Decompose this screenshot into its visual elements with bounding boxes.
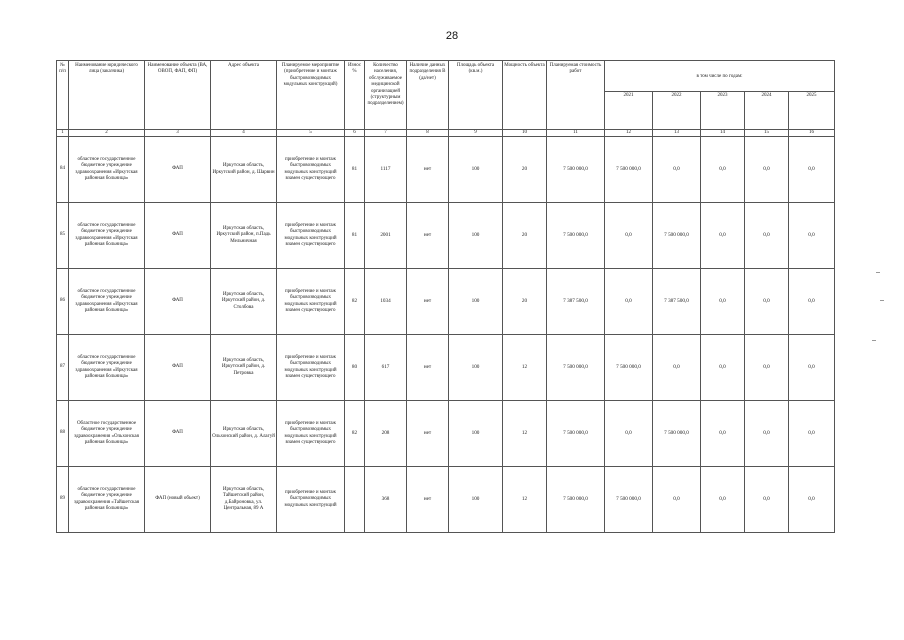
availability-cell: нет (407, 269, 449, 335)
population-cell: 208 (365, 401, 407, 467)
row-number: 88 (57, 401, 69, 467)
table-row (57, 137, 835, 203)
area-cell: 100 (449, 269, 503, 335)
table-body (57, 61, 835, 533)
scan-mark (872, 340, 876, 341)
measure-cell: приобретение и монтаж быстровозводимых модульных конструкций взамен существующего (277, 203, 345, 269)
year-2023-cell: 0,0 (701, 335, 745, 401)
header-cell-capacity: Мощность объекта (503, 61, 547, 130)
row-number: 84 (57, 137, 69, 203)
year-2023-cell: 0,0 (701, 269, 745, 335)
population-cell: 368 (365, 467, 407, 533)
column-number: 3 (145, 130, 211, 137)
header-cell-wear: Износ % (345, 61, 365, 130)
header-cell-by-years: в том числе по годам: (605, 61, 835, 92)
year-2021-cell: 7 500 000,0 (605, 467, 653, 533)
header-cell-cost: Планируемая стоимость работ (547, 61, 605, 130)
year-2023-cell: 0,0 (701, 401, 745, 467)
cost-cell: 7 500 000,0 (547, 137, 605, 203)
cost-cell: 7 387 500,0 (547, 269, 605, 335)
population-cell: 2001 (365, 203, 407, 269)
column-number: 2 (69, 130, 145, 137)
population-cell: 1034 (365, 269, 407, 335)
area-cell: 100 (449, 137, 503, 203)
measure-cell: приобретение и монтаж быстровозводимых модульных конструкций взамен существующего (277, 335, 345, 401)
year-2021-cell: 7 500 000,0 (605, 137, 653, 203)
availability-cell: нет (407, 335, 449, 401)
column-number-row (57, 130, 835, 137)
availability-cell: нет (407, 401, 449, 467)
column-number: 13 (653, 130, 701, 137)
capacity-cell: 20 (503, 203, 547, 269)
year-2024-cell: 0,0 (745, 269, 789, 335)
row-number: 85 (57, 203, 69, 269)
year-2025-cell: 0,0 (789, 203, 835, 269)
capacity-cell: 20 (503, 137, 547, 203)
year-2022-cell: 7 387 500,0 (653, 269, 701, 335)
wear-cell: 82 (345, 401, 365, 467)
address-cell: Иркутская область, Иркутский район, д. Петровка (211, 335, 277, 401)
organization-cell: областное государственное бюджетное учреждение здравоохранения «Иркутская районная больница» (69, 269, 145, 335)
capacity-cell: 12 (503, 401, 547, 467)
header-cell-area: Площадь объекта (кв.м.) (449, 61, 503, 130)
wear-cell (345, 467, 365, 533)
header-cell-year: 2021 (605, 92, 653, 130)
object-cell: ФАП (145, 269, 211, 335)
year-2022-cell: 0,0 (653, 335, 701, 401)
column-number: 4 (211, 130, 277, 137)
capacity-cell: 12 (503, 335, 547, 401)
year-2025-cell: 0,0 (789, 137, 835, 203)
table-row (57, 269, 835, 335)
scan-mark (876, 272, 880, 273)
column-number: 15 (745, 130, 789, 137)
area-cell: 100 (449, 203, 503, 269)
header-cell-year: 2022 (653, 92, 701, 130)
organization-cell: областное государственное бюджетное учреждение здравоохранения «Иркутская районная больница» (69, 137, 145, 203)
year-2024-cell: 0,0 (745, 467, 789, 533)
header-cell-year: 2025 (789, 92, 835, 130)
measure-cell: приобретение и монтаж быстровозводимых модульных конструкций взамен существующего (277, 269, 345, 335)
year-2022-cell: 0,0 (653, 137, 701, 203)
object-cell: ФАП (145, 203, 211, 269)
organization-cell: Областное государственное бюджетное учреждение здравоохранения «Ольхонская районная больница» (69, 401, 145, 467)
organization-cell: областное государственное бюджетное учреждение здравоохранения «Тайшетская районная больница» (69, 467, 145, 533)
object-cell: ФАП (новый объект) (145, 467, 211, 533)
header-cell-organization: Наименование юридического лица (заказчика) (69, 61, 145, 130)
object-cell: ФАП (145, 401, 211, 467)
table-row (57, 335, 835, 401)
availability-cell: нет (407, 203, 449, 269)
column-number: 5 (277, 130, 345, 137)
header-cell-measure: Планируемое мероприятие (приобретение и монтаж быстровозводимых модульных конструкций) (277, 61, 345, 130)
column-number: 12 (605, 130, 653, 137)
availability-cell: нет (407, 137, 449, 203)
scan-mark (880, 300, 884, 301)
year-2025-cell: 0,0 (789, 269, 835, 335)
measure-cell: приобретение и монтаж быстровозводимых модульных конструкций (277, 467, 345, 533)
object-cell: ФАП (145, 335, 211, 401)
table-row (57, 203, 835, 269)
column-number: 16 (789, 130, 835, 137)
capacity-cell: 20 (503, 269, 547, 335)
measure-cell: приобретение и монтаж быстровозводимых модульных конструкций взамен существующего (277, 137, 345, 203)
row-number: 89 (57, 467, 69, 533)
population-cell: 617 (365, 335, 407, 401)
column-number: 9 (449, 130, 503, 137)
column-number: 10 (503, 130, 547, 137)
organization-cell: областное государственное бюджетное учреждение здравоохранения «Иркутская районная больница» (69, 335, 145, 401)
table-row (57, 401, 835, 467)
header-cell-population: Количество населения, обслуживаемое медицинской организацией (структурным подразделением) (365, 61, 407, 130)
population-cell: 1117 (365, 137, 407, 203)
organization-cell: областное государственное бюджетное учреждение здравоохранения «Иркутская районная больница» (69, 203, 145, 269)
measure-cell: приобретение и монтаж быстровозводимых модульных конструкций взамен существующего (277, 401, 345, 467)
wear-cell: 82 (345, 269, 365, 335)
row-number: 86 (57, 269, 69, 335)
year-2025-cell: 0,0 (789, 335, 835, 401)
address-cell: Иркутская область, Ольхонский район, д. Алагуй (211, 401, 277, 467)
header-row (57, 61, 835, 92)
cost-cell: 7 500 000,0 (547, 467, 605, 533)
column-number: 8 (407, 130, 449, 137)
year-2024-cell: 0,0 (745, 335, 789, 401)
address-cell: Иркутская область, Иркутский район, д. Столбова (211, 269, 277, 335)
year-2024-cell: 0,0 (745, 203, 789, 269)
header-cell-year: 2023 (701, 92, 745, 130)
availability-cell: нет (407, 467, 449, 533)
year-2022-cell: 7 500 000,0 (653, 401, 701, 467)
year-2025-cell: 0,0 (789, 401, 835, 467)
column-number: 1 (57, 130, 69, 137)
table-row (57, 467, 835, 533)
address-cell: Иркутская область, Иркутский район, п.Падь Мельничная (211, 203, 277, 269)
capacity-cell: 12 (503, 467, 547, 533)
year-2021-cell: 0,0 (605, 401, 653, 467)
header-cell-number: № п/п (57, 61, 69, 130)
header-cell-year: 2024 (745, 92, 789, 130)
year-2023-cell: 0,0 (701, 467, 745, 533)
year-2021-cell: 7 500 000,0 (605, 335, 653, 401)
data-table (56, 60, 835, 533)
year-2022-cell: 7 500 000,0 (653, 203, 701, 269)
row-number: 87 (57, 335, 69, 401)
area-cell: 100 (449, 401, 503, 467)
wear-cell: 81 (345, 203, 365, 269)
year-2025-cell: 0,0 (789, 467, 835, 533)
column-number: 14 (701, 130, 745, 137)
cost-cell: 7 500 000,0 (547, 335, 605, 401)
year-2024-cell: 0,0 (745, 401, 789, 467)
header-cell-object-name: Наименование объекта (ВА, ОВОП, ФАП, ФП) (145, 61, 211, 130)
year-2024-cell: 0,0 (745, 137, 789, 203)
year-2021-cell: 0,0 (605, 269, 653, 335)
year-2023-cell: 0,0 (701, 137, 745, 203)
object-cell: ФАП (145, 137, 211, 203)
wear-cell: 80 (345, 335, 365, 401)
area-cell: 100 (449, 467, 503, 533)
header-cell-address: Адрес объекта (211, 61, 277, 130)
year-2023-cell: 0,0 (701, 203, 745, 269)
address-cell: Иркутская область, Иркутский район, д. Шарвин (211, 137, 277, 203)
address-cell: Иркутская область, Тайшетский район, д.Байроновка, ул. Центральная, 89 А (211, 467, 277, 533)
area-cell: 100 (449, 335, 503, 401)
wear-cell: 81 (345, 137, 365, 203)
page-number: 28 (445, 30, 459, 42)
column-number: 6 (345, 130, 365, 137)
year-2022-cell: 0,0 (653, 467, 701, 533)
header-cell-availability: Наличие данных подразделения В (да/нет) (407, 61, 449, 130)
year-2021-cell: 0,0 (605, 203, 653, 269)
cost-cell: 7 500 000,0 (547, 203, 605, 269)
column-number: 11 (547, 130, 605, 137)
cost-cell: 7 500 000,0 (547, 401, 605, 467)
column-number: 7 (365, 130, 407, 137)
